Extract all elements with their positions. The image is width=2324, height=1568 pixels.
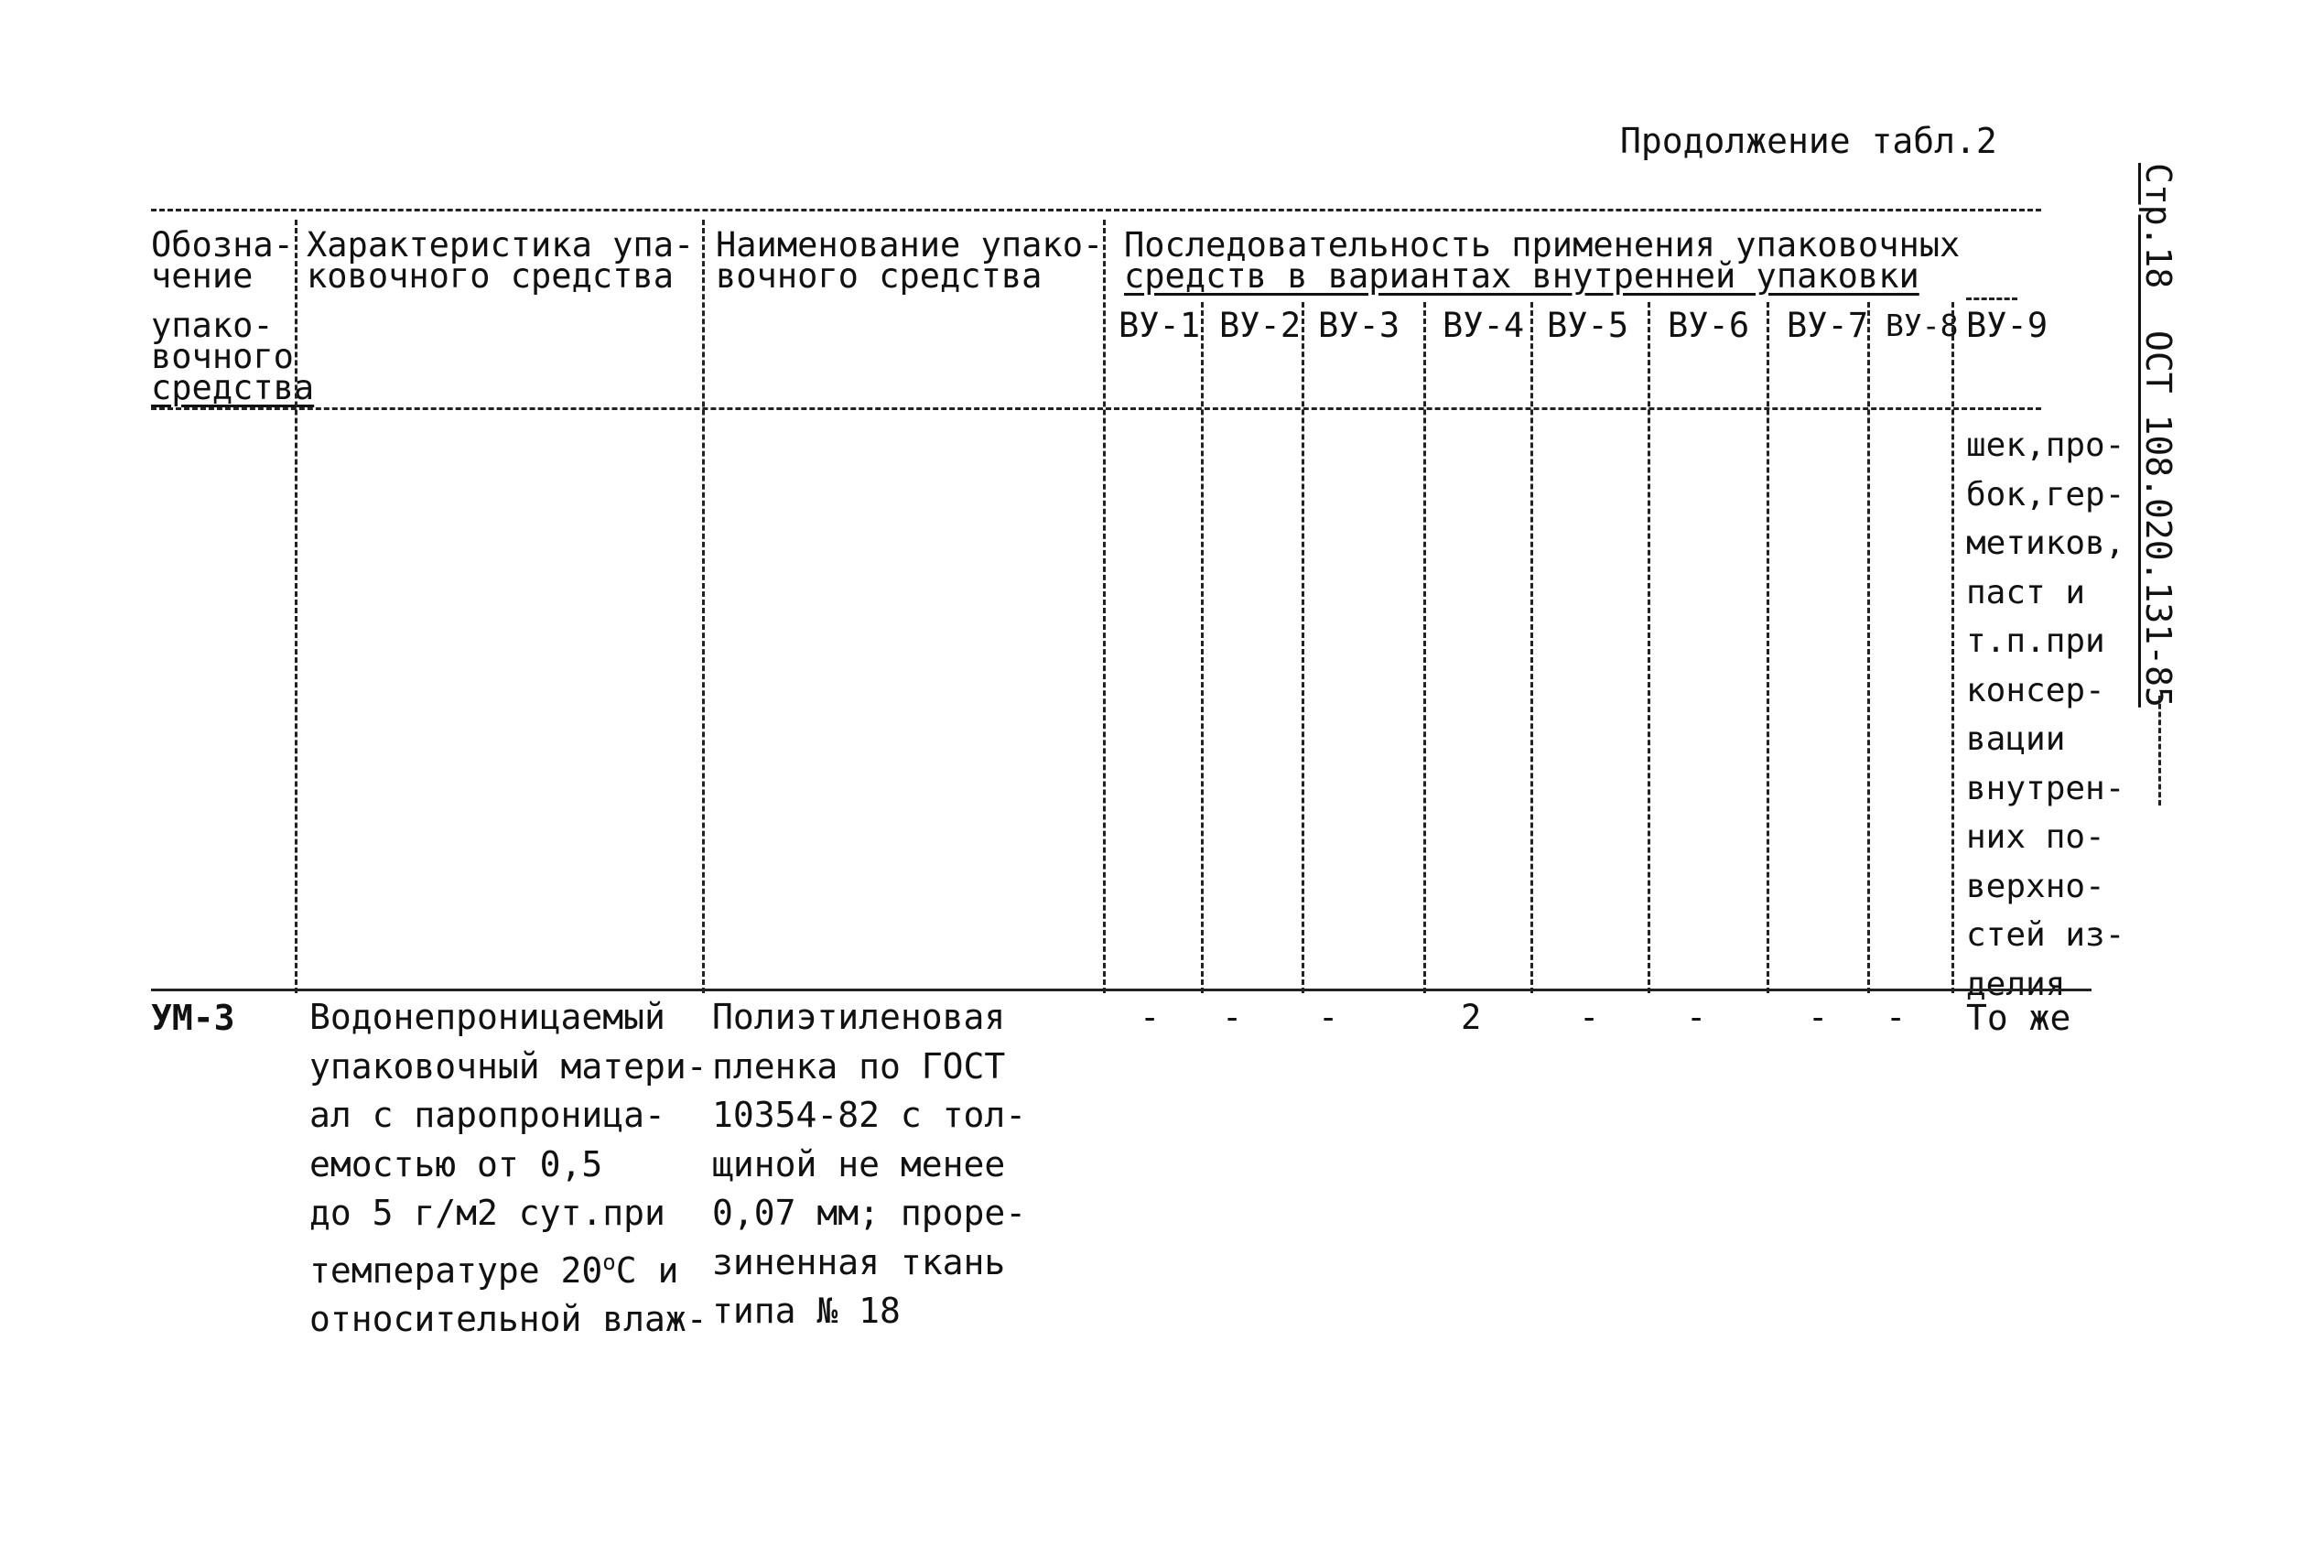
- row-characteristic-sup: о: [602, 1249, 616, 1275]
- col-line-1: [295, 220, 297, 993]
- header-col1-line4: вочного: [151, 337, 294, 376]
- variant-header-vu7: ВУ-7: [1787, 306, 1869, 345]
- col-line-3: [1103, 220, 1106, 993]
- row-vu5-value: -: [1579, 998, 1600, 1037]
- col-line-6: [1423, 302, 1426, 993]
- header-col1-line3: упако-: [151, 306, 274, 345]
- header-col1-line2: чение: [151, 256, 254, 296]
- row-separator: [151, 989, 2092, 991]
- header-col4-line2: средств в вариантах внутренней упаковки: [1124, 256, 1919, 296]
- header-col2-line1: Характеристика упа-: [307, 225, 695, 265]
- row-characteristic-tail: С и относительной влаж-: [309, 1249, 708, 1339]
- variants-separator: [1966, 297, 2017, 300]
- header-col4-line1: Последовательность применения упаковочных: [1124, 225, 1961, 265]
- col-line-8: [1648, 302, 1650, 993]
- row-vu7-value: -: [1808, 998, 1829, 1037]
- header-col3-line1: Наименование упако-: [716, 225, 1104, 265]
- row-vu1-value: -: [1140, 998, 1161, 1037]
- row-characteristic: [309, 993, 708, 1345]
- row-vu9-value: То же: [1966, 998, 2071, 1038]
- row-vu2-value: -: [1222, 998, 1243, 1037]
- variant-header-vu9: ВУ-9: [1966, 306, 2048, 345]
- col-line-4: [1201, 302, 1204, 993]
- page-side-label: Стр.18 ОСТ 108.020.131-85: [2138, 163, 2178, 708]
- row-code: УМ-3: [151, 998, 235, 1038]
- header-bottom-border: [151, 407, 2041, 410]
- row-vu4-value: 2: [1461, 998, 1482, 1037]
- col-line-2: [702, 220, 705, 993]
- variant-header-vu3: ВУ-3: [1318, 306, 1400, 345]
- variant-header-vu5: ВУ-5: [1547, 306, 1629, 345]
- variant-header-vu6: ВУ-6: [1668, 306, 1750, 345]
- table-top-border: [151, 209, 2041, 211]
- variant-header-vu4: ВУ-4: [1443, 306, 1525, 345]
- header-col1-line1: Обозна-: [151, 225, 294, 265]
- table-caption: Продолжение табл.2: [1620, 121, 1997, 161]
- variant-header-vu8: ВУ-8: [1886, 308, 1959, 343]
- row-vu6-value: -: [1686, 998, 1707, 1037]
- row-vu3-value: -: [1318, 998, 1339, 1037]
- side-dash-line: [2158, 696, 2161, 806]
- variant-header-vu2: ВУ-2: [1219, 306, 1302, 345]
- col-line-10: [1867, 302, 1870, 993]
- col-line-5: [1302, 302, 1304, 993]
- col-line-9: [1767, 302, 1769, 993]
- variant-header-vu1: ВУ-1: [1119, 306, 1201, 345]
- row-name: Полиэтиленовая пленка по ГОСТ 10354-82 с тол- щиной не менее 0,07 мм; проре- зиненная ткань типа № 18: [712, 997, 1027, 1331]
- col-line-11: [1951, 302, 1954, 993]
- continued-note: шек,про- бок,гер- метиков, паст и т.п.при консер- вации внутрен- них по- верхно- стей из- делия: [1966, 427, 2125, 1003]
- header-col1-line5: средства: [151, 368, 315, 407]
- row-characteristic-text: Водонепроницаемый упаковочный матери- ал с паропроница- емостью от 0,5 до 5 г/м2 сут.при температуре 20: [309, 997, 708, 1291]
- header-col3-line2: вочного средства: [716, 256, 1043, 296]
- row-vu8-value: -: [1886, 998, 1907, 1037]
- header-col2-line2: ковочного средства: [307, 256, 674, 296]
- col-line-7: [1530, 302, 1533, 993]
